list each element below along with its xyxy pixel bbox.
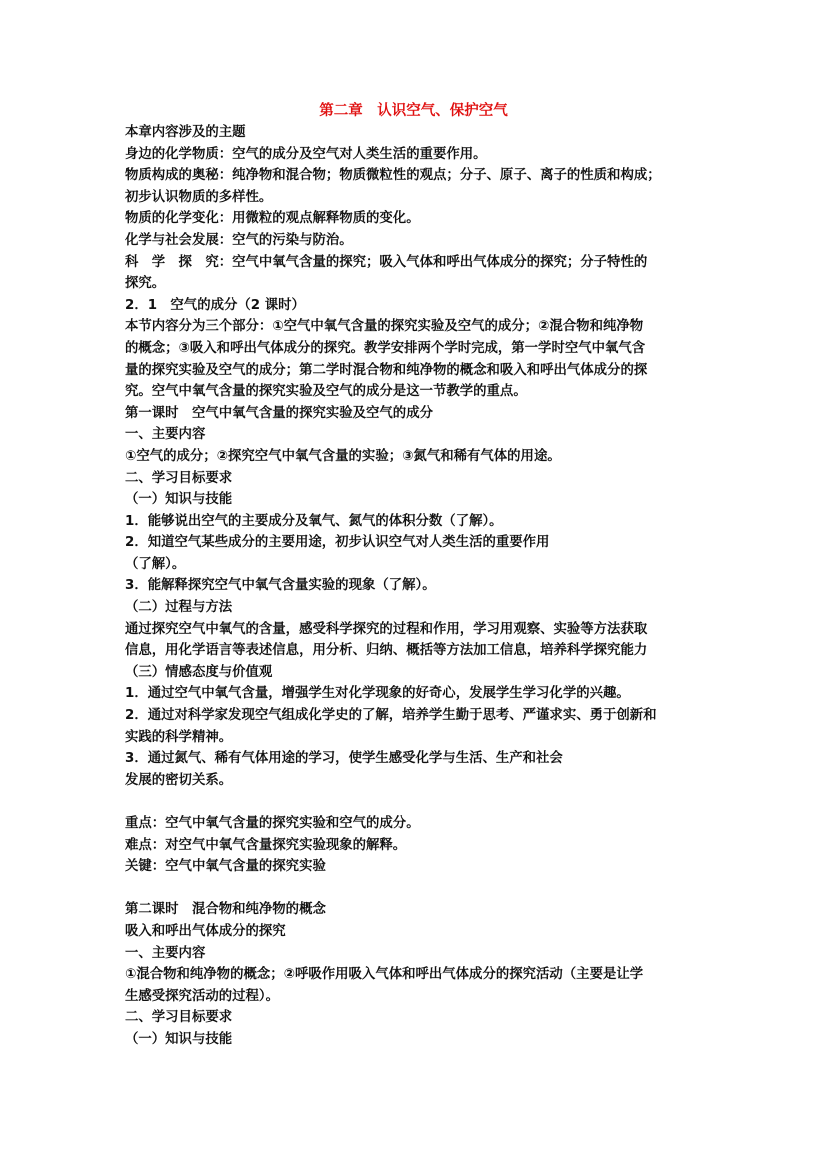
text-line: 科 学 探 究：空气中氧气含量的探究；吸入气体和呼出气体成分的探究；分子特性的 (125, 254, 648, 270)
text-line: （一）知识与技能 (125, 492, 233, 508)
text-line: 吸入和呼出气体成分的探究 (125, 923, 286, 939)
text-line: 二、学习目标要求 (125, 470, 233, 486)
text-line: 生感受探究活动的过程）。 (125, 988, 279, 1004)
text-line: ①混合物和纯净物的概念；②呼吸作用吸入气体和呼出气体成分的探究活动（主要是让学 (125, 967, 644, 983)
text-line: 3．能解释探究空气中氧气含量实验的现象（了解）。 (125, 578, 436, 594)
text-line: 化学与社会发展：空气的污染与防治。 (125, 232, 353, 248)
text-line: 物质构成的奥秘：纯净物和混合物；物质微粒性的观点；分子、原子、离子的性质和构成； (125, 168, 661, 184)
text-line: 2．1 空气的成分（2 课时） (125, 297, 305, 313)
text-line: 第二课时 混合物和纯净物的概念 (125, 902, 326, 918)
text-line: 的概念；③吸入和呼出气体成分的探究。教学安排两个学时完成，第一学时空气中氧气含 (125, 340, 646, 356)
text-line: 一、主要内容 (125, 427, 206, 443)
text-line: 物质的化学变化：用微粒的观点解释物质的变化。 (125, 211, 420, 227)
text-line: ①空气的成分；②探究空气中氧气含量的实验；③氮气和稀有气体的用途。 (125, 448, 561, 464)
text-line: （三）情感态度与价值观 (125, 664, 273, 680)
text-line: 难点：对空气中氧气含量探究实验现象的解释。 (125, 837, 407, 853)
blank-line (125, 791, 715, 813)
text-line: 二、学习目标要求 (125, 1010, 233, 1026)
text-line: 1．通过空气中氧气含量，增强学生对化学现象的好奇心，发展学生学习化学的兴趣。 (125, 686, 630, 702)
text-line: 重点：空气中氧气含量的探究实验和空气的成分。 (125, 816, 420, 831)
text-line: 发展的密切关系。 (125, 772, 233, 788)
text-line: 3．通过氮气、稀有气体用途的学习，使学生感受化学与生活、生产和社会 (125, 751, 563, 767)
text-line: 身边的化学物质：空气的成分及空气对人类生活的重要作用。 (125, 146, 487, 162)
text-line: 探究。 (125, 276, 166, 292)
text-line: 实践的科学精神。 (125, 729, 233, 745)
text-line: 初步认识物质的多样性。 (125, 189, 273, 205)
text-line: 2．通过对科学家发现空气组成化学史的了解，培养学生勤于思考、严谨求实、勇于创新和 (125, 708, 657, 724)
text-line: 2．知道空气某些成分的主要用途，初步认识空气对人类生活的重要作用 (125, 535, 550, 551)
chapter-title: 第二章 认识空气、保护空气 (319, 103, 508, 119)
text-line: 本章内容涉及的主题 (125, 125, 246, 140)
blank-line (125, 878, 715, 900)
text-line: 信息，用化学语言等表述信息，用分析、归纳、概括等方法加工信息，培养科学探究能力 (125, 643, 648, 659)
text-line: （一）知识与技能 (125, 1031, 233, 1047)
text-line: 关键：空气中氧气含量的探究实验 (125, 859, 326, 875)
text-line: 1．能够说出空气的主要成分及氧气、氮气的体积分数（了解）。 (125, 513, 503, 529)
text-line: 一、主要内容 (125, 945, 206, 961)
text-line: 第一课时 空气中氧气含量的探究实验及空气的成分 (125, 405, 433, 421)
text-line: 究。空气中氧气含量的探究实验及空气的成分是这一节教学的重点。 (125, 384, 527, 400)
text-line: 本节内容分为三个部分：①空气中氧气含量的探究实验及空气的成分；②混合物和纯净物 (125, 319, 644, 335)
document-body (125, 122, 715, 1051)
text-line: 通过探究空气中氧气的含量，感受科学探究的过程和作用，学习用观察、实验等方法获取 (125, 621, 648, 637)
text-line: （了解）。 (125, 556, 186, 572)
text-line: 量的探究实验及空气的成分；第二学时混合物和纯净物的概念和吸入和呼出气体成分的探 (125, 362, 648, 378)
text-line: （二）过程与方法 (125, 600, 233, 616)
